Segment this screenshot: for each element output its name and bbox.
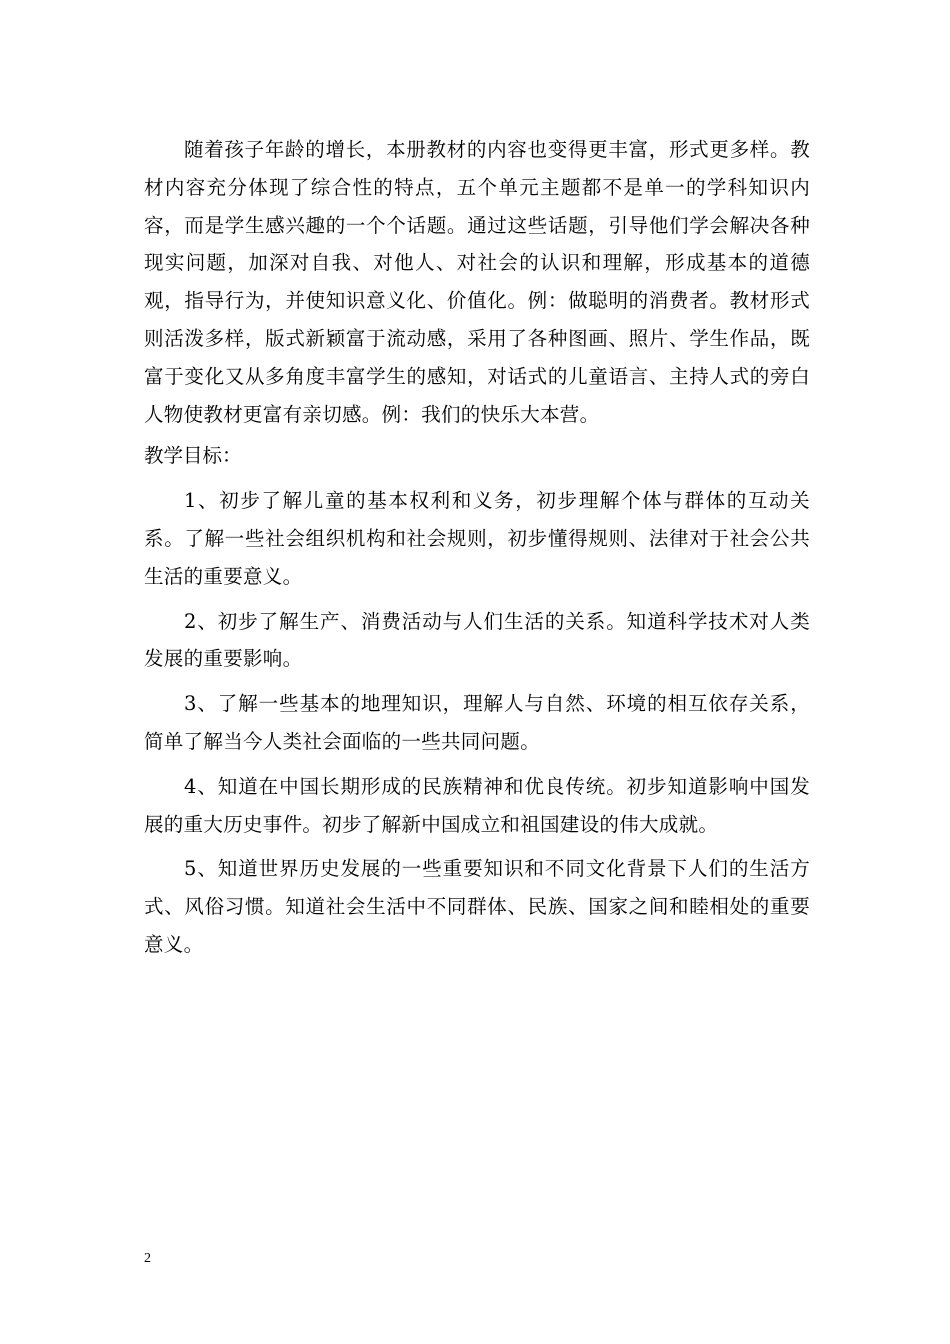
goal-item-3: 3、了解一些基本的地理知识，理解人与自然、环境的相互依存关系，简单了解当今人类社会面临的一些共同问题。	[144, 692, 810, 753]
goals-heading: 教学目标：	[144, 444, 242, 468]
document-body	[144, 131, 810, 971]
intro-paragraph: 随着孩子年龄的增长，本册教材的内容也变得更丰富，形式更多样。教材内容充分体现了综合性的特点，五个单元主题都不是单一的学科知识内容，而是学生感兴趣的一个个话题。通过这些话题，引导他们学会解决各种现实问题，加深对自我、对他人、对社会的认识和理解，形成基本的道德观，指导行为，并使知识意义化、价值化。例：做聪明的消费者。教材形式则活泼多样，版式新颖富于流动感，采用了各种图画、照片、学生作品，既富于变化又从多角度丰富学生的感知，对话式的儿童语言、主持人式的旁白人物使教材更富有亲切感。例：我们的快乐大本营。	[144, 138, 810, 426]
goal-item-5: 5、知道世界历史发展的一些重要知识和不同文化背景下人们的生活方式、风俗习惯。知道社会生活中不同群体、民族、国家之间和睦相处的重要意义。	[144, 857, 810, 956]
goal-item-2: 2、初步了解生产、消费活动与人们生活的关系。知道科学技术对人类发展的重要影响。	[144, 609, 810, 671]
goal-item-4: 4、知道在中国长期形成的民族精神和优良传统。初步知道影响中国发展的重大历史事件。初步了解新中国成立和祖国建设的伟大成就。	[144, 774, 810, 836]
page-number: 2	[144, 1251, 151, 1266]
goal-item-1: 1、初步了解儿童的基本权利和义务，初步理解个体与群体的互动关系。了解一些社会组织机构和社会规则，初步懂得规则、法律对于社会公共生活的重要意义。	[144, 489, 810, 588]
